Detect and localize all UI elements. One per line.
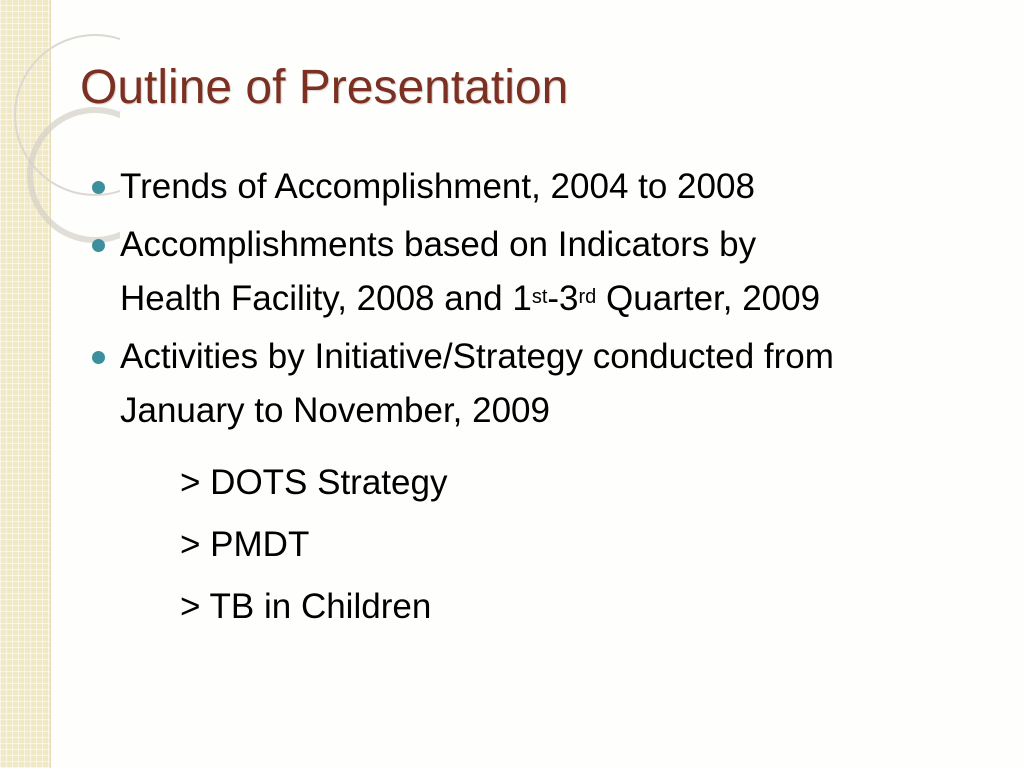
sub-item-pmdt: > PMDT [180,525,310,564]
bullet-text-line-1: Accomplishments based on Indicators by [120,225,757,264]
superscript-st: st [531,286,548,308]
superscript-rd: rd [578,286,597,308]
bullet-dot-icon [92,239,105,252]
bullet-text-line-2 [120,272,1000,326]
bullet-text-part: Health Facility, 2008 and 1 [120,279,532,318]
sub-item-tb-in-children: > TB in Children [180,587,432,626]
bullet-text-line-1: Activities by Initiative/Strategy conducted from [120,337,834,376]
bullet-list [90,160,1000,442]
sub-item-list [180,452,447,638]
bullet-text: Trends of Accomplishment, 2004 to 2008 [120,167,755,206]
slide-title: Outline of Presentation [80,61,569,114]
bullet-item-activities [90,330,1000,438]
bullet-text-part: -3 [547,279,579,318]
bullet-text-part: Quarter, 2009 [596,279,821,318]
bullet-item-accomplishments [90,218,1000,326]
sub-item-dots-strategy: > DOTS Strategy [180,463,448,502]
decorative-sidebar [0,0,51,768]
bullet-dot-icon [92,351,105,364]
bullet-dot-icon [92,181,105,194]
bullet-item-trends [90,160,1000,214]
bullet-text-line-2: January to November, 2009 [120,391,550,430]
